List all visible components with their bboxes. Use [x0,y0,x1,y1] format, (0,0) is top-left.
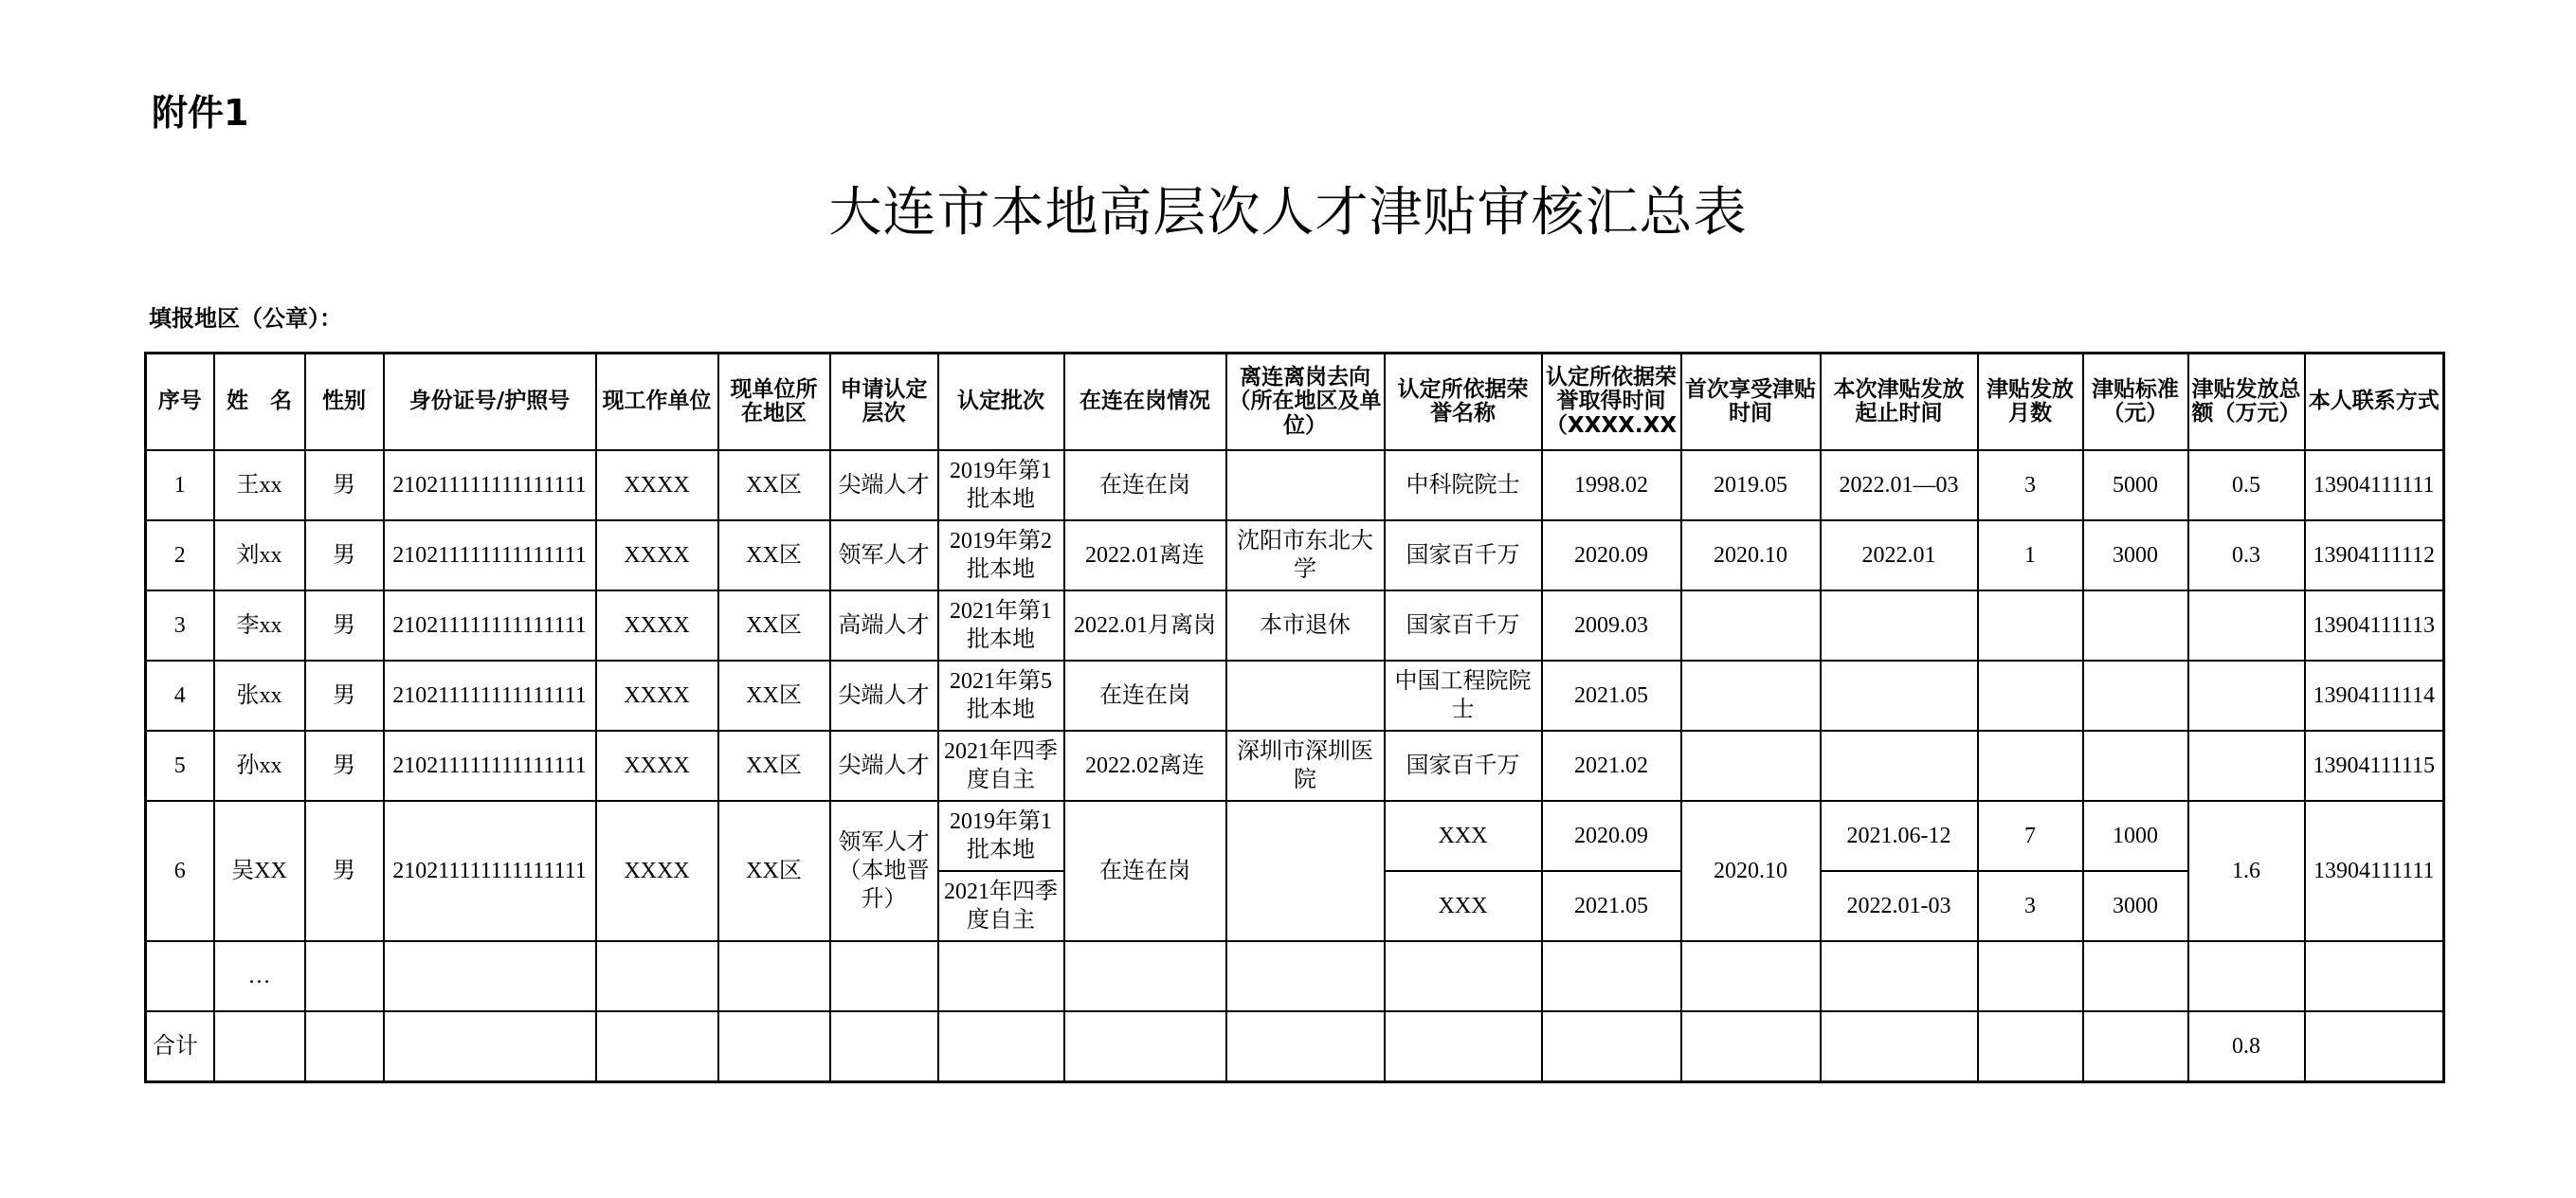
cell-honor-time: 2021.05 [1542,871,1681,941]
cell-honor-time: 1998.02 [1542,450,1681,520]
cell-honor: XXX [1385,871,1542,941]
cell-no: 2 [146,520,214,590]
cell-level: 领军人才 [830,520,938,590]
header-cell: 津贴标准（元） [2083,354,2188,451]
header-cell: 姓 名 [214,354,305,451]
talent-allowance-table [144,352,2445,1083]
header-cell: 认定所依据荣誉取得时间（XXXX.XX [1542,354,1681,451]
region-label: 填报地区（公章）： [149,305,342,332]
cell-no: 4 [146,661,214,731]
document-title: 大连市本地高层次人才津贴审核汇总表 [828,182,1748,244]
cell-dest [1226,661,1385,731]
cell-std [2083,731,2188,801]
cell-status: 在连在岗 [1064,661,1226,731]
cell-name: 吴XX [214,801,305,941]
cell-months: 7 [1978,801,2083,871]
cell-area: XX区 [718,450,830,520]
cell-period: 2022.01-03 [1821,871,1978,941]
cell-honor: XXX [1385,801,1542,871]
cell-months [1978,731,2083,801]
cell-months [1978,661,2083,731]
cell-sex: 男 [305,590,384,661]
header-cell: 津贴发放月数 [1978,354,2083,451]
cell-honor-time: 2021.05 [1542,661,1681,731]
cell-id: 210211111111111111 [384,801,596,941]
table-row [146,941,2444,1011]
header-cell: 本人联系方式 [2305,354,2444,451]
cell-batch: 2019年第1批本地 [938,450,1064,520]
table-row [146,801,2444,871]
cell-name: … [214,941,305,1011]
cell-batch: 2021年四季度自主 [938,871,1064,941]
cell-level: 尖端人才 [830,731,938,801]
header-cell: 在连在岗情况 [1064,354,1226,451]
header-cell: 认定批次 [938,354,1064,451]
table-row [146,450,2444,520]
cell-std: 5000 [2083,450,2188,520]
cell-no: 6 [146,801,214,941]
cell-first [1681,731,1821,801]
cell-batch: 2019年第1批本地 [938,801,1064,871]
header-cell: 离连离岗去向（所在地区及单位） [1226,354,1385,451]
cell-honor: 国家百千万 [1385,520,1542,590]
table-row [146,590,2444,661]
header-cell: 津贴发放总额（万元） [2188,354,2305,451]
cell-sex: 男 [305,450,384,520]
header-cell: 身份证号/护照号 [384,354,596,451]
header-cell: 现工作单位 [596,354,718,451]
header-row [146,354,2444,451]
cell-id: 210211111111111111 [384,450,596,520]
cell-dest: 沈阳市东北大学 [1226,520,1385,590]
cell-name: 王xx [214,450,305,520]
cell-honor-time: 2020.09 [1542,520,1681,590]
cell-period: 2022.01—03 [1821,450,1978,520]
cell-sex: 男 [305,801,384,941]
cell-no: 3 [146,590,214,661]
cell-first [1681,590,1821,661]
cell-honor-time: 2020.09 [1542,801,1681,871]
attachment-label: 附件1 [152,92,249,134]
cell-batch: 2019年第2批本地 [938,520,1064,590]
cell-level: 高端人才 [830,590,938,661]
cell-dest: 本市退休 [1226,590,1385,661]
cell-unit: XXXX [596,731,718,801]
cell-status: 2022.01月离岗 [1064,590,1226,661]
cell-total: 0.3 [2188,520,2305,590]
cell-total: 1.6 [2188,801,2305,941]
cell-id: 210211111111111111 [384,520,596,590]
cell-dest: 深圳市深圳医院 [1226,731,1385,801]
cell-unit: XXXX [596,450,718,520]
total-row [146,1011,2444,1081]
cell-area: XX区 [718,661,830,731]
cell-level: 领军人才（本地晋升） [830,801,938,941]
cell-months: 3 [1978,871,2083,941]
header-cell: 首次享受津贴时间 [1681,354,1821,451]
total-amount: 0.8 [2188,1011,2305,1081]
cell-honor: 中科院院士 [1385,450,1542,520]
cell-phone: 13904111111 [2305,801,2444,941]
cell-sex: 男 [305,661,384,731]
cell-total [2188,590,2305,661]
cell-status: 在连在岗 [1064,801,1226,941]
cell-total [2188,731,2305,801]
cell-period [1821,731,1978,801]
cell-honor-time: 2009.03 [1542,590,1681,661]
header-cell: 本次津贴发放起止时间 [1821,354,1978,451]
cell-dest [1226,450,1385,520]
cell-total [2188,661,2305,731]
cell-months: 3 [1978,450,2083,520]
cell-first: 2020.10 [1681,520,1821,590]
header-cell: 序号 [146,354,214,451]
cell-phone: 13904111114 [2305,661,2444,731]
cell-area: XX区 [718,520,830,590]
cell-honor: 中国工程院院士 [1385,661,1542,731]
cell-unit: XXXX [596,661,718,731]
cell-id: 210211111111111111 [384,661,596,731]
cell-name: 李xx [214,590,305,661]
cell-phone: 13904111111 [2305,450,2444,520]
cell-area: XX区 [718,590,830,661]
cell-phone: 13904111113 [2305,590,2444,661]
cell-first: 2019.05 [1681,450,1821,520]
cell-unit: XXXX [596,520,718,590]
cell-dest [1226,801,1385,941]
header-cell: 认定所依据荣誉名称 [1385,354,1542,451]
cell-honor: 国家百千万 [1385,590,1542,661]
cell-phone: 13904111112 [2305,520,2444,590]
cell-std [2083,661,2188,731]
cell-honor-time: 2021.02 [1542,731,1681,801]
cell-area: XX区 [718,731,830,801]
cell-std: 3000 [2083,520,2188,590]
table-row [146,520,2444,590]
cell-total: 0.5 [2188,450,2305,520]
cell-batch: 2021年第1批本地 [938,590,1064,661]
cell-first: 2020.10 [1681,801,1821,941]
cell-std: 3000 [2083,871,2188,941]
cell-unit: XXXX [596,590,718,661]
cell-level: 尖端人才 [830,661,938,731]
cell-no: 1 [146,450,214,520]
cell-batch: 2021年第5批本地 [938,661,1064,731]
cell-no: 5 [146,731,214,801]
cell-phone: 13904111115 [2305,731,2444,801]
cell-std [2083,590,2188,661]
cell-period: 2022.01 [1821,520,1978,590]
cell-honor: 国家百千万 [1385,731,1542,801]
header-cell: 申请认定层次 [830,354,938,451]
cell-unit: XXXX [596,801,718,941]
cell-area: XX区 [718,801,830,941]
cell-id: 210211111111111111 [384,731,596,801]
cell-status: 在连在岗 [1064,450,1226,520]
total-label: 合计 [146,1011,214,1081]
cell-name: 刘xx [214,520,305,590]
cell-months [1978,590,2083,661]
table-row [146,661,2444,731]
cell-status: 2022.01离连 [1064,520,1226,590]
cell-sex: 男 [305,520,384,590]
cell-period: 2021.06-12 [1821,801,1978,871]
cell-id: 210211111111111111 [384,590,596,661]
cell-level: 尖端人才 [830,450,938,520]
cell-batch: 2021年四季度自主 [938,731,1064,801]
cell-status: 2022.02离连 [1064,731,1226,801]
cell-name: 张xx [214,661,305,731]
cell-months: 1 [1978,520,2083,590]
table-row [146,731,2444,801]
cell-std: 1000 [2083,801,2188,871]
cell-period [1821,590,1978,661]
cell-period [1821,661,1978,731]
cell-sex: 男 [305,731,384,801]
cell-name: 孙xx [214,731,305,801]
cell-first [1681,661,1821,731]
header-cell: 现单位所在地区 [718,354,830,451]
header-cell: 性别 [305,354,384,451]
